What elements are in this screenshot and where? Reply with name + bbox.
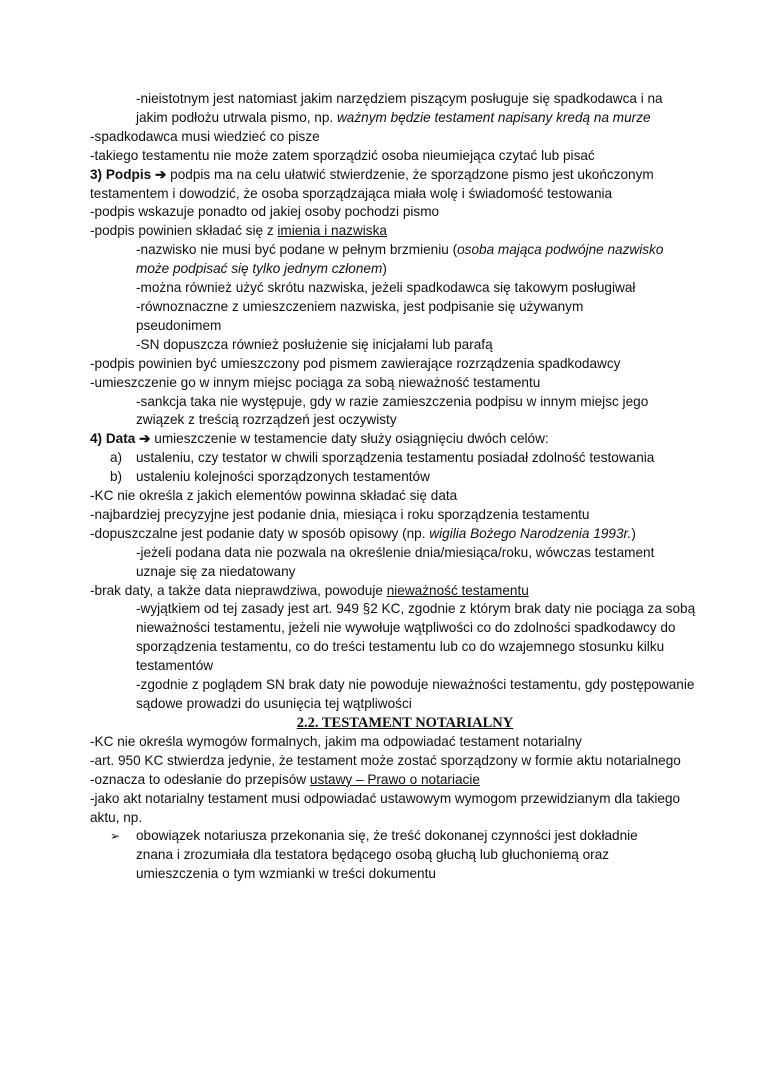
paragraph: -podpis powinien być umieszczony pod pismem zawierające rozrządzenia spadkodawcy [90, 355, 621, 371]
section-label: 4) Data [90, 431, 136, 447]
section-label: 3) Podpis [90, 166, 152, 182]
text: -nazwisko nie musi być podane w pełnym brzmieniu ( [136, 242, 458, 258]
paragraph: -sankcja taka nie występuje, gdy w razie zamieszczenia podpisu w innym miejsc jego związek z treścią rozrządzeń jest oczywisty [136, 393, 649, 428]
paragraph: -równoznaczne z umieszczeniem nazwiska, jest podpisanie się używanym pseudonimem [136, 298, 584, 333]
paragraph: -jeżeli podana data nie pozwala na określenie dnia/miesiąca/roku, wówczas testament uznaje się za niedatowany [136, 544, 655, 579]
paragraph: -zgodnie z poglądem SN brak daty nie powoduje nieważności testamentu, gdy postępowanie sądowe prowadzi do usunięcia tej wątpliwości [136, 677, 695, 711]
arrow-right-icon: ➔ [139, 431, 151, 447]
paragraph: -art. 950 KC stwierdza jedynie, że testament może zostać sporządzony w formie aktu notarialnego [90, 752, 681, 768]
paragraph [90, 90, 700, 128]
paragraph: -najbardziej precyzyjne jest podanie dnia, miesiąca i roku sporządzenia testamentu [90, 506, 590, 522]
text: -oznacza to odesłanie do przepisów [90, 771, 310, 787]
section-podpis-heading [90, 166, 700, 204]
paragraph [90, 525, 700, 544]
paragraph: -spadkodawca musi wiedzieć co pisze [90, 128, 320, 144]
text-italic: wigilia Bożego Narodzenia 1993r. [429, 525, 632, 541]
paragraph [90, 582, 700, 601]
text-underlined: ustawy – Prawo o notariacie [309, 771, 480, 787]
arrow-right-icon: ➔ [154, 166, 167, 182]
text: ustaleniu kolejności sporządzonych testamentów [136, 469, 430, 485]
paragraph [90, 241, 700, 279]
paragraph: -KC nie określa z jakich elementów powinna składać się data [90, 488, 458, 504]
list-item [90, 827, 700, 884]
paragraph: -KC nie określa wymogów formalnych, jakim ma odpowiadać testament notarialny [90, 733, 582, 749]
text-underlined: nieważność testamentu [386, 582, 529, 598]
list-item [90, 449, 700, 468]
paragraph: -SN dopuszcza również posłużenie się inicjałami lub parafą [136, 336, 493, 352]
text: -brak daty, a także data nieprawdziwa, powoduje [90, 582, 387, 598]
section-title: 2.2. TESTAMENT NOTARIALNY [296, 714, 514, 731]
paragraph: -umieszczenie go w innym miejsc pociąga za sobą nieważność testamentu [90, 374, 541, 390]
text: ) [382, 261, 387, 277]
text-underlined: imienia i nazwiska [277, 223, 387, 239]
arrow-bullet-icon: ➢ [110, 829, 121, 844]
paragraph [90, 222, 700, 241]
text: -nieistotnym jest natomiast jakim narzędziem piszącym posługuje się spadkodawca i na jakim podłożu utrwala pismo, np. [136, 91, 663, 125]
list-item [90, 468, 700, 487]
section-data-heading [90, 430, 700, 449]
paragraph: -można również użyć skrótu nazwiska, jeżeli spadkodawca się takowym posługiwał [136, 280, 636, 296]
text: ) [631, 525, 636, 541]
text-italic: ważnym będzie testament napisany kredą na murze [336, 109, 651, 125]
paragraph: -jako akt notarialny testament musi odpowiadać ustawowym wymogom przewidzianym dla takiego aktu, np. [90, 790, 681, 825]
text: -dopuszczalne jest podanie daty w sposób opisowy (np. [90, 525, 430, 541]
paragraph: -podpis wskazuje ponadto od jakiej osoby pochodzi pismo [90, 204, 440, 220]
text: podpis ma na celu ułatwić stwierdzenie, że sporządzone pismo jest ukończonym testamentem i dowodzić, że osoba sporządzająca miała wolę i świadomość testowania [90, 166, 654, 201]
text: obowiązek notariusza przekonania się, że treść dokonanej czynności jest dokładnie znana i zrozumiała dla testatora będącego osobą głuchą lub głuchoniemą oraz umieszczenia o tym wzmianki w treści dokumentu [136, 828, 638, 882]
text: ustaleniu, czy testator w chwili sporządzenia testamentu posiadał zdolność testowania [136, 450, 655, 466]
list-marker: a) [110, 450, 123, 466]
paragraph: -wyjątkiem od tej zasady jest art. 949 §2 KC, zgodnie z którym brak daty nie pociąga za sobą nieważności testamentu, jeżeli nie wywołuje wątpliwości co do zdolności spadkodawcy do sporządzenia testamentu, co do treści testamentu lub co do wzajemnego stosunku kilku testamentów [136, 601, 696, 674]
paragraph: -takiego testamentu nie może zatem sporządzić osoba nieumiejąca czytać lub pisać [90, 147, 595, 163]
text: -podpis powinien składać się z [90, 223, 278, 239]
paragraph [90, 771, 700, 790]
text-italic: osoba mająca podwójne nazwisko może podpisać się tylko jednym członem [136, 242, 664, 277]
text: umieszczenie w testamencie daty służy osiągnięciu dwóch celów: [150, 431, 549, 447]
list-marker: b) [110, 469, 123, 485]
